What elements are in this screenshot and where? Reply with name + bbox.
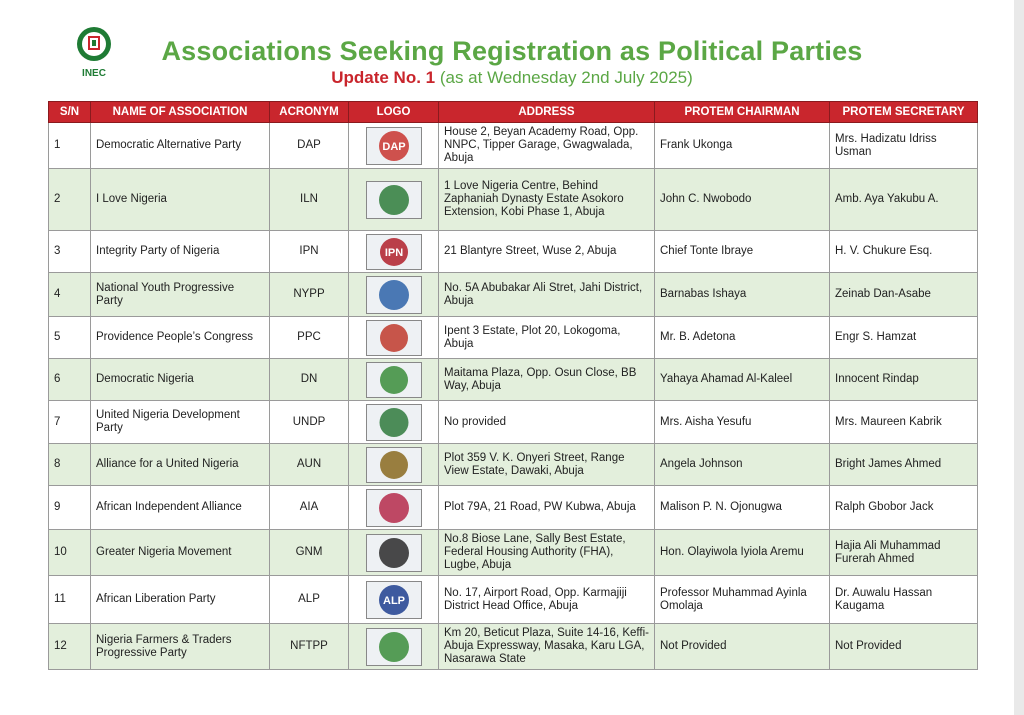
table-row — [49, 444, 978, 486]
name-cell: African Liberation Party — [91, 576, 270, 624]
page-title: Associations Seeking Registration as Political Parties — [161, 36, 863, 66]
sn-cell: 8 — [49, 444, 91, 486]
logo-cell — [349, 123, 439, 169]
name-cell: National Youth Progressive Party — [91, 273, 270, 317]
logo-cell — [349, 231, 439, 273]
acronym-cell: DAP — [270, 123, 349, 169]
page-edge — [1014, 0, 1024, 715]
logo-cell — [349, 486, 439, 530]
secretary-cell: Mrs. Maureen Kabrik — [830, 401, 978, 444]
acronym-cell: AIA — [270, 486, 349, 530]
secretary-cell: Ralph Gbobor Jack — [830, 486, 978, 530]
table-row — [49, 231, 978, 273]
secretary-cell: Hajia Ali Muhammad Furerah Ahmed — [830, 530, 978, 576]
secretary-cell: Engr S. Hamzat — [830, 317, 978, 359]
table-row — [49, 359, 978, 401]
table-body — [49, 123, 978, 670]
acronym-cell: NYPP — [270, 273, 349, 317]
chairman-cell: Hon. Olayiwola Iyiola Aremu — [655, 530, 830, 576]
chairman-cell: Mrs. Aisha Yesufu — [655, 401, 830, 444]
chairman-cell: Angela Johnson — [655, 444, 830, 486]
chairman-cell: Malison P. N. Ojonugwa — [655, 486, 830, 530]
logo-label: IPN — [384, 246, 403, 259]
secretary-cell: H. V. Chukure Esq. — [830, 231, 978, 273]
nypp-logo — [366, 276, 422, 314]
logo-label: DAP — [381, 140, 406, 153]
name-cell: Greater Nigeria Movement — [91, 530, 270, 576]
address-cell: 21 Blantyre Street, Wuse 2, Abuja — [439, 231, 655, 273]
table-row — [49, 169, 978, 231]
sn-cell: 2 — [49, 169, 91, 231]
address-cell: Km 20, Beticut Plaza, Suite 14-16, Keffi-Abuja Expressway, Masaka, Karu LGA, Nasarawa State — [439, 624, 655, 670]
table-row — [49, 273, 978, 317]
chairman-cell: John C. Nwobodo — [655, 169, 830, 231]
secretary-cell: Amb. Aya Yakubu A. — [830, 169, 978, 231]
sn-cell: 3 — [49, 231, 91, 273]
sn-cell: 6 — [49, 359, 91, 401]
acronym-cell: GNM — [270, 530, 349, 576]
address-cell: Plot 359 V. K. Onyeri Street, Range View Estate, Dawaki, Abuja — [439, 444, 655, 486]
name-cell: Democratic Alternative Party — [91, 123, 270, 169]
name-cell: Integrity Party of Nigeria — [91, 231, 270, 273]
acronym-cell: AUN — [270, 444, 349, 486]
nftpp-logo — [366, 628, 422, 666]
chairman-cell: Mr. B. Adetona — [655, 317, 830, 359]
sn-cell: 11 — [49, 576, 91, 624]
aun-logo — [366, 447, 422, 483]
col-sn: S/N — [49, 102, 91, 123]
associations-table — [48, 101, 978, 670]
dn-logo — [366, 362, 422, 398]
address-cell: House 2, Beyan Academy Road, Opp. NNPC, Tipper Garage, Gwagwalada, Abuja — [439, 123, 655, 169]
table-row — [49, 530, 978, 576]
logo-cell — [349, 401, 439, 444]
acronym-cell: PPC — [270, 317, 349, 359]
acronym-cell: ILN — [270, 169, 349, 231]
address-cell: Maitama Plaza, Opp. Osun Close, BB Way, Abuja — [439, 359, 655, 401]
table-row — [49, 624, 978, 670]
col-secretary: PROTEM SECRETARY — [830, 102, 978, 123]
acronym-cell: UNDP — [270, 401, 349, 444]
acronym-cell: DN — [270, 359, 349, 401]
gnm-logo — [366, 534, 422, 572]
chairman-cell: Barnabas Ishaya — [655, 273, 830, 317]
ipn-logo — [366, 234, 422, 270]
iln-logo — [366, 181, 422, 219]
aia-logo — [366, 489, 422, 527]
sn-cell: 5 — [49, 317, 91, 359]
acronym-cell: NFTPP — [270, 624, 349, 670]
col-name: NAME OF ASSOCIATION — [91, 102, 270, 123]
chairman-cell: Yahaya Ahamad Al-Kaleel — [655, 359, 830, 401]
table-row — [49, 486, 978, 530]
dap-logo — [366, 127, 422, 165]
chairman-cell: Chief Tonte Ibraye — [655, 231, 830, 273]
address-cell: Plot 79A, 21 Road, PW Kubwa, Abuja — [439, 486, 655, 530]
alp-logo — [366, 581, 422, 619]
table-row — [49, 317, 978, 359]
logo-cell — [349, 359, 439, 401]
logo-cell — [349, 530, 439, 576]
name-cell: Democratic Nigeria — [91, 359, 270, 401]
logo-cell — [349, 576, 439, 624]
name-cell: Alliance for a United Nigeria — [91, 444, 270, 486]
table-row — [49, 123, 978, 169]
sn-cell: 12 — [49, 624, 91, 670]
logo-cell — [349, 444, 439, 486]
col-chairman: PROTEM CHAIRMAN — [655, 102, 830, 123]
ppc-logo — [366, 320, 422, 356]
name-cell: United Nigeria Development Party — [91, 401, 270, 444]
chairman-cell: Professor Muhammad Ayinla Omolaja — [655, 576, 830, 624]
col-logo: LOGO — [349, 102, 439, 123]
sn-cell: 4 — [49, 273, 91, 317]
col-acronym: ACRONYM — [270, 102, 349, 123]
table-row — [49, 401, 978, 444]
logo-text: INEC — [82, 68, 106, 79]
name-cell: Nigeria Farmers & Traders Progressive Party — [91, 624, 270, 670]
sn-cell: 7 — [49, 401, 91, 444]
table-header-row — [49, 102, 978, 123]
secretary-cell: Dr. Auwalu Hassan Kaugama — [830, 576, 978, 624]
sn-cell: 10 — [49, 530, 91, 576]
page-subtitle — [0, 68, 1024, 88]
address-cell: No. 17, Airport Road, Opp. Karmajiji District Head Office, Abuja — [439, 576, 655, 624]
chairman-cell: Frank Ukonga — [655, 123, 830, 169]
name-cell: African Independent Alliance — [91, 486, 270, 530]
address-cell: No provided — [439, 401, 655, 444]
chairman-cell: Not Provided — [655, 624, 830, 670]
acronym-cell: IPN — [270, 231, 349, 273]
secretary-cell: Zeinab Dan-Asabe — [830, 273, 978, 317]
logo-cell — [349, 169, 439, 231]
logo-cell — [349, 624, 439, 670]
name-cell: Providence People’s Congress — [91, 317, 270, 359]
name-cell: I Love Nigeria — [91, 169, 270, 231]
logo-cell — [349, 273, 439, 317]
acronym-cell: ALP — [270, 576, 349, 624]
update-date: (as at Wednesday 2nd July 2025) — [439, 68, 693, 87]
logo-label: ALP — [382, 594, 405, 607]
address-cell: Ipent 3 Estate, Plot 20, Lokogoma, Abuja — [439, 317, 655, 359]
col-address: ADDRESS — [439, 102, 655, 123]
address-cell: No. 5A Abubakar Ali Stret, Jahi District, Abuja — [439, 273, 655, 317]
secretary-cell: Innocent Rindap — [830, 359, 978, 401]
undp-logo — [366, 404, 422, 441]
sn-cell: 9 — [49, 486, 91, 530]
secretary-cell: Mrs. Hadizatu Idriss Usman — [830, 123, 978, 169]
secretary-cell: Bright James Ahmed — [830, 444, 978, 486]
sn-cell: 1 — [49, 123, 91, 169]
logo-cell — [349, 317, 439, 359]
address-cell: 1 Love Nigeria Centre, Behind Zaphaniah Dynasty Estate Asokoro Extension, Kobi Phase 1, Abuja — [439, 169, 655, 231]
table-row — [49, 576, 978, 624]
secretary-cell: Not Provided — [830, 624, 978, 670]
update-label: Update No. 1 — [331, 68, 436, 87]
address-cell: No.8 Biose Lane, Sally Best Estate, Federal Housing Authority (FHA), Lugbe, Abuja — [439, 530, 655, 576]
